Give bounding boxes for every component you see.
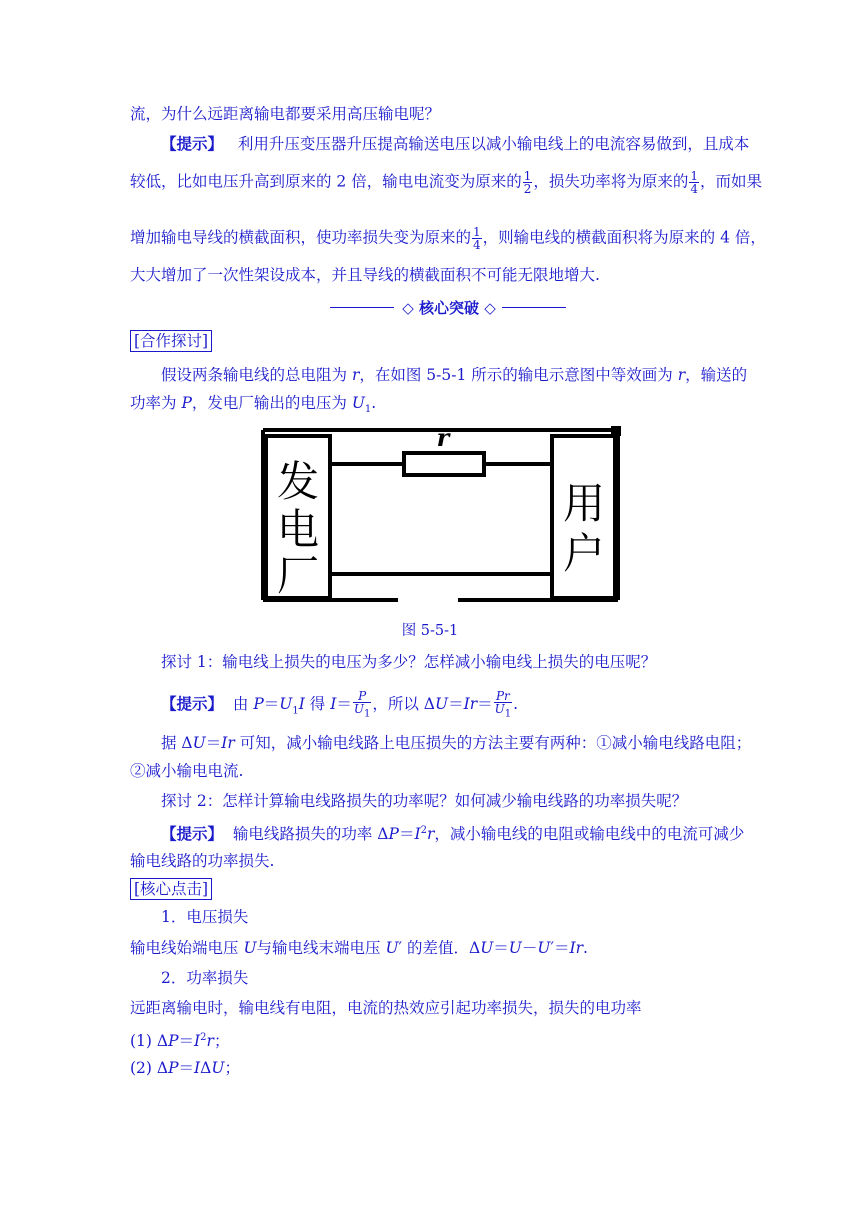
core-formula-2: (2) ΔP＝IΔU； xyxy=(130,1059,240,1077)
section-rule-left xyxy=(330,307,394,308)
question-2: 探讨 2：怎样计算输电线路损失的功率呢？如何减少输电线路的功率损失呢？ xyxy=(161,792,688,810)
plant-char-2: 电 xyxy=(276,505,320,554)
discussion-intro-1: 假设两条输电线的总电阻为 r，在如图 5-5-1 所示的输电示意图中等效画为 r，输送的 xyxy=(161,366,748,384)
fraction-half: $\frac{1}{2}$ xyxy=(523,169,532,196)
question-1-explain-1: 据 ΔU＝Ir 可知，减小输电线路上电压损失的方法主要有两种：①减小输电线路电阻； xyxy=(161,734,752,752)
diagram-gap xyxy=(398,596,458,604)
fraction-Pr-over-U1: $\frac{Pr}{U_1}$ xyxy=(494,689,512,720)
core-item-2-desc: 远距离输电时，输电线有电阻，电流的热效应引起功率损失，损失的电功率 xyxy=(130,999,642,1017)
user-char-1: 用 xyxy=(562,479,606,528)
question-2-hint-cont: 输电线路的功率损失. xyxy=(130,852,275,870)
plant-char-1: 发 xyxy=(276,457,320,506)
user-char-2: 户 xyxy=(562,529,606,578)
core-formula-1: (1) $\Delta P=I^2r$； xyxy=(130,1032,230,1051)
figure-caption: 图 5-5-1 xyxy=(401,623,459,639)
tag-core: [核心点击] xyxy=(130,878,212,900)
tag-discussion: [合作探讨] xyxy=(130,330,212,352)
question-1: 探讨 1：输电线上损失的电压为多少？怎样减小输电线上损失的电压呢？ xyxy=(161,653,657,671)
plant-char-3: 厂 xyxy=(276,551,320,600)
fraction-quarter-2: $\frac{1}{4}$ xyxy=(473,225,481,252)
hint-label: 【提示】 xyxy=(161,135,224,153)
core-item-2: 2．功率损失 xyxy=(161,969,249,987)
core-item-1: 1．电压损失 xyxy=(161,908,249,926)
fraction-P-over-U1: $\frac{P}{U_1}$ xyxy=(353,689,371,720)
paragraph-line-1: 流，为什么远距离输电都要采用高压输电呢？ xyxy=(130,105,441,123)
paragraph-line-4: 增加输电导线的横截面积，使功率损失变为原来的 $\frac{1}{4}$ ，则输电线的横截面积将为原来的 4 倍， xyxy=(130,225,766,252)
section-rule-right xyxy=(502,307,566,308)
transmission-diagram xyxy=(258,424,628,610)
paragraph-line-5: 大大增加了一次性架设成本，并且导线的横截面积不可能无限地增大. xyxy=(130,266,600,284)
section-title: ◇ 核心突破 ◇ xyxy=(330,297,566,319)
discussion-intro-2: 功率为 P，发电厂输出的电压为 $U_1$. xyxy=(130,394,377,416)
question-1-hint: 【提示】 由 $P=U_1I$ 得 I＝ $\frac{P}{U_1}$ ，所以 ΔU＝Ir＝ $\frac{Pr}{U_1}$ . xyxy=(161,689,519,720)
question-1-explain-2: ②减小输电电流. xyxy=(130,762,244,780)
fraction-quarter: $\frac{1}{4}$ xyxy=(690,169,699,196)
hint-paragraph: 【提示】 利用升压变压器升压提高输送电压以减小输电线上的电流容易做到，且成本 xyxy=(161,135,750,153)
paragraph-line-3: 较低，比如电压升高到原来的 2 倍，输电电流变为原来的 $\frac{1}{2}$ ，损失功率将为原来的 $\frac{1}{4}$ ，而如果 xyxy=(130,169,763,196)
core-item-1-desc: 输电线始端电压 U与输电线末端电压 U′ 的差值．ΔU＝U－U′＝Ir. xyxy=(130,939,588,957)
resistor-label: r xyxy=(436,424,450,452)
question-2-hint: 【提示】 输电线路损失的功率 $\Delta P=I^2r$，减小输电线的电阻或输电线中的电流可减少 xyxy=(161,825,745,844)
